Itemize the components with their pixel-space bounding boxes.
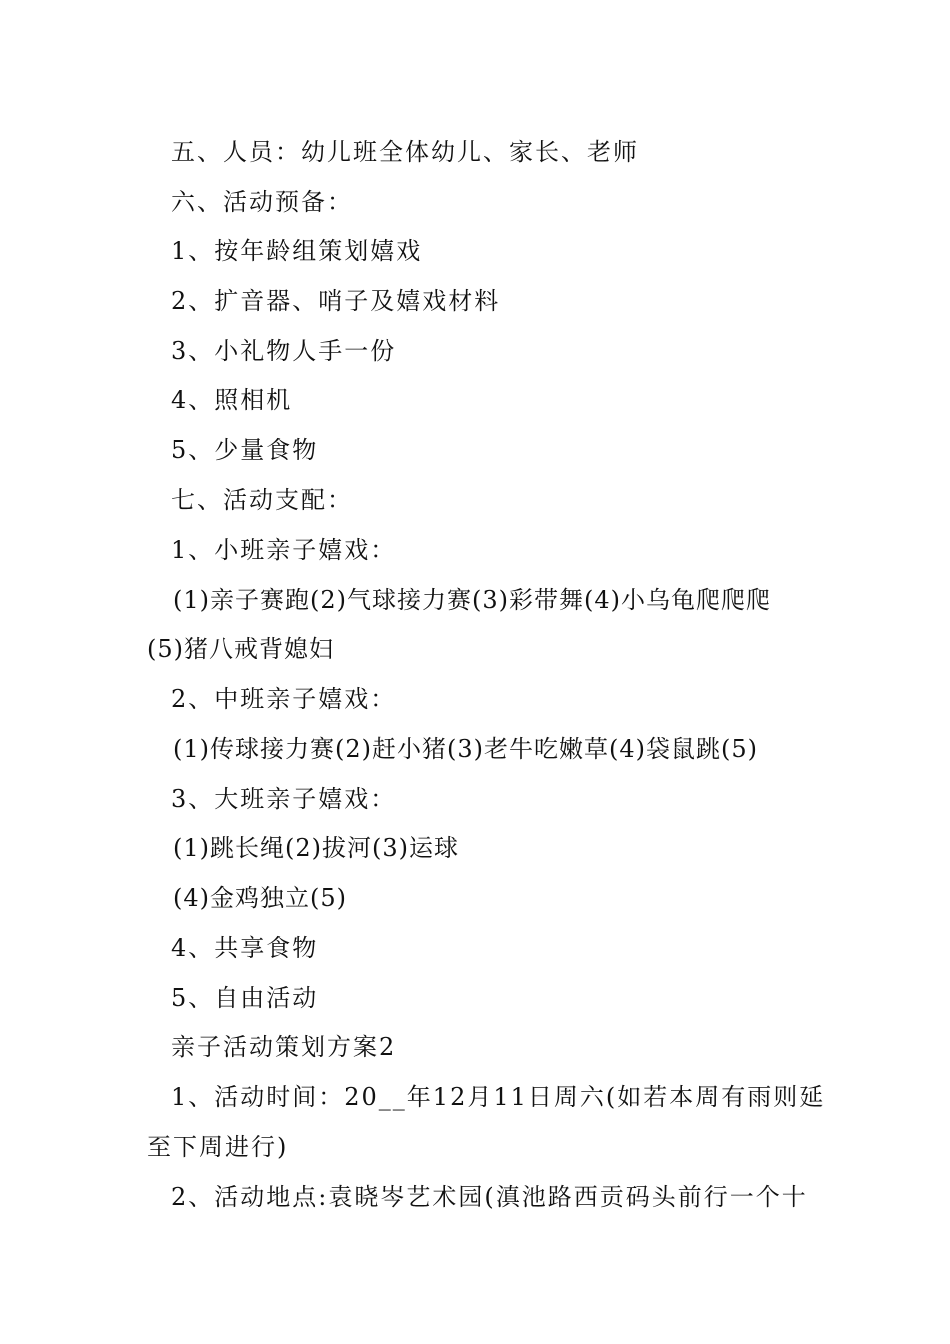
text-line-activity-time-cont: 至下周进行)	[147, 1133, 289, 1161]
text-line-share-food: 4、共享食物	[171, 934, 319, 962]
text-line-middle-class-heading: 2、中班亲子嬉戏：	[171, 685, 397, 713]
text-line-big-class-games-cont: (4)金鸡独立(5)	[173, 884, 347, 912]
text-line-personnel: 五、人员：幼儿班全体幼儿、家长、老师	[171, 138, 639, 166]
text-line-big-class-heading: 3、大班亲子嬉戏：	[171, 785, 397, 813]
text-line-middle-class-games: (1)传球接力赛(2)赶小猪(3)老牛吃嫩草(4)袋鼠跳(5)	[173, 735, 758, 763]
text-line-small-class-heading: 1、小班亲子嬉戏：	[171, 536, 397, 564]
section-title-plan-2: 亲子活动策划方案2	[171, 1033, 397, 1061]
text-line-prep-item-2: 2、扩音器、哨子及嬉戏材料	[171, 287, 501, 315]
text-line-prep-item-4: 4、照相机	[171, 386, 293, 414]
text-line-prep-item-5: 5、少量食物	[171, 436, 319, 464]
text-line-free-activity: 5、自由活动	[171, 984, 319, 1012]
text-line-small-class-games-cont: (5)猪八戒背媳妇	[147, 635, 334, 663]
text-line-arrangement-heading: 七、活动支配：	[171, 486, 353, 514]
text-line-prep-item-1: 1、按年龄组策划嬉戏	[171, 237, 423, 265]
text-line-preparation-heading: 六、活动预备：	[171, 188, 353, 216]
text-line-activity-time: 1、活动时间：20__年12月11日周六(如若本周有雨则延	[171, 1083, 826, 1111]
text-line-activity-location: 2、活动地点:袁晓岑艺术园(滇池路西贡码头前行一个十	[171, 1183, 808, 1211]
text-line-prep-item-3: 3、小礼物人手一份	[171, 337, 397, 365]
text-line-big-class-games: (1)跳长绳(2)拔河(3)运球	[173, 834, 459, 862]
text-line-small-class-games: (1)亲子赛跑(2)气球接力赛(3)彩带舞(4)小乌龟爬爬爬	[173, 586, 771, 614]
